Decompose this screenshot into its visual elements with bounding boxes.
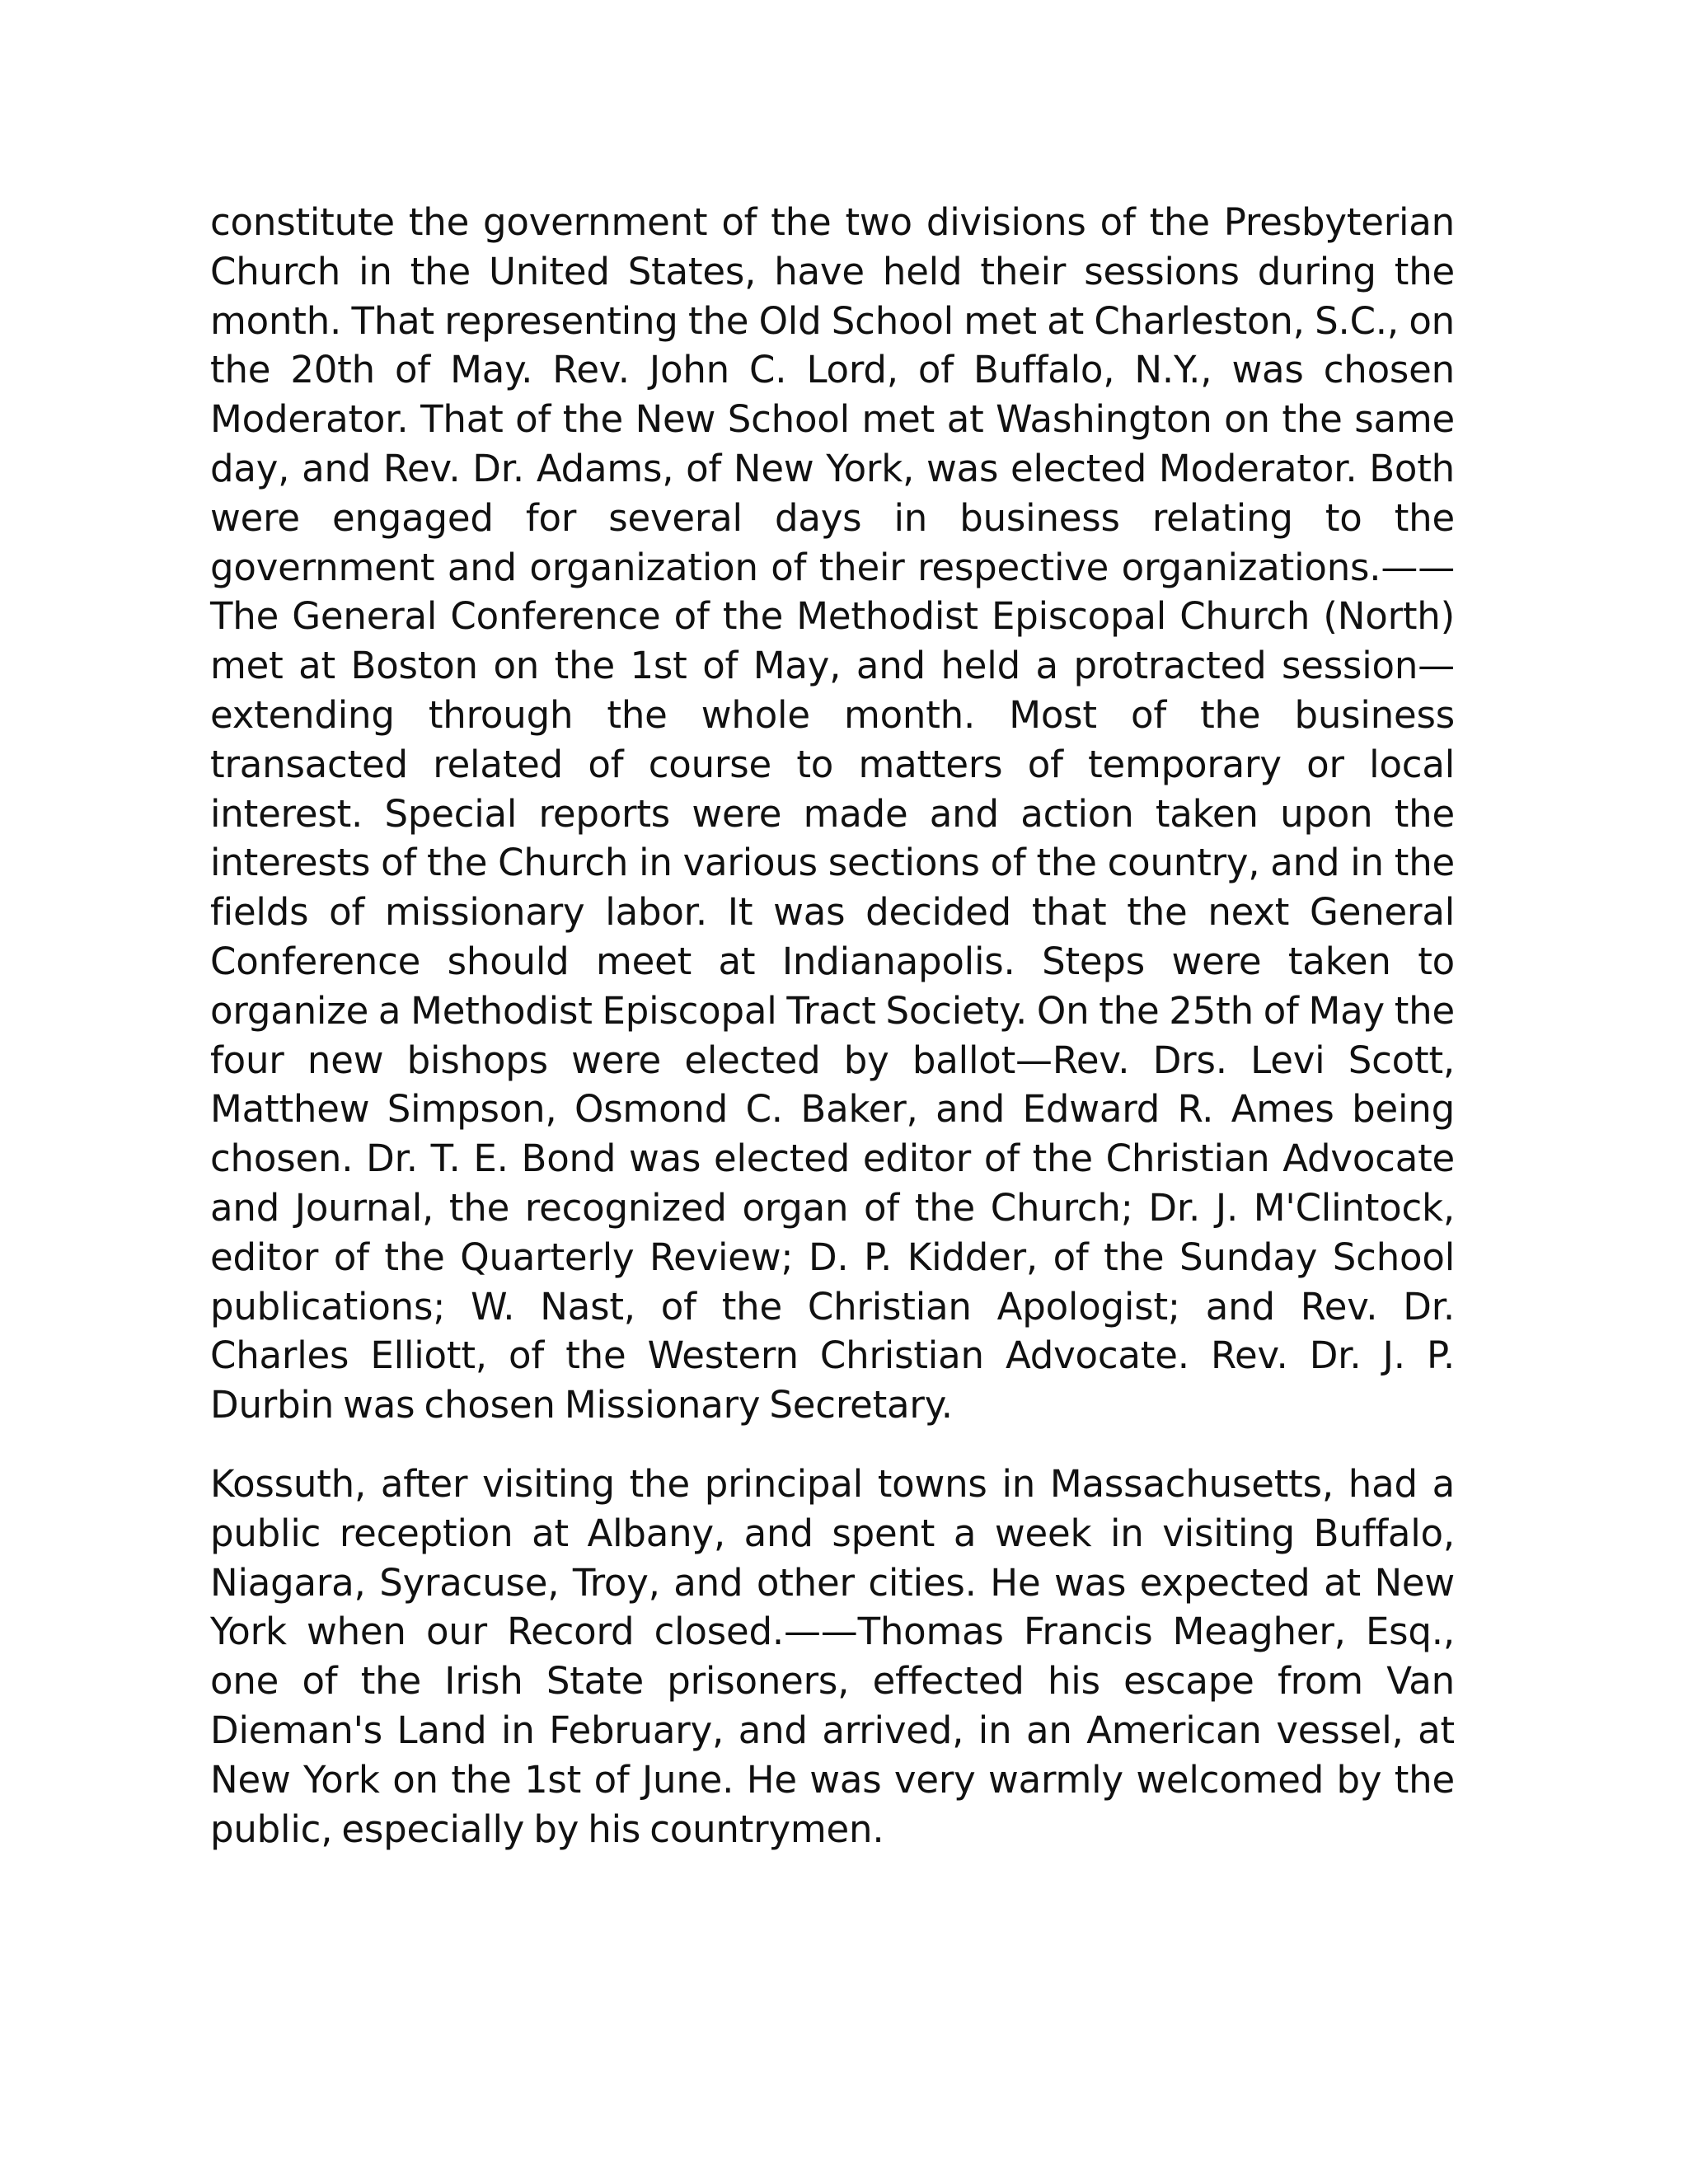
document-page (210, 198, 1455, 1854)
paragraph-kossuth-meagher: Kossuth, after visiting the principal towns in Massachusetts, had a public reception at Albany, and spent a week in visiting Buffalo, Niagara, Syracuse, Troy, and other cities. He was expected at New York when our Record closed.——Thomas Francis Meagher, Esq., one of the Irish State prisoners, effected his escape from Van Dieman's Land in February, and arrived, in an American vessel, at New York on the 1st of June. He was very warmly welcomed by the public, especially by his countrymen. (210, 1461, 1455, 1851)
paragraph-religious-conferences: constitute the government of the two divisions of the Presbyterian Church in the United States, have held their sessions during the month. That representing the Old School met at Charleston, S.C., on the 20th of May. Rev. John C. Lord, of Buffalo, N.Y., was chosen Moderator. That of the New School met at Washington on the same day, and Rev. Dr. Adams, of New York, was elected Moderator. Both were engaged for several days in business relating to the government and organization of their respective organizations.—— The General Conference of the Methodist Episcopal Church (North) met at Boston on the 1st of May, and held a protracted session—extending through the whole month. Most of the business transacted related of course to matters of temporary or local interest. Special reports were made and action taken upon the interests of the Church in various sections of the country, and in the fields of missionary labor. It was decided that the next General Conference should meet at Indianapolis. Steps were taken to organize a Methodist Episcopal Tract Society. On the 25th of May the four new bishops were elected by ballot—Rev. Drs. Levi Scott, Matthew Simpson, Osmond C. Baker, and Edward R. Ames being chosen. Dr. T. E. Bond was elected editor of the Christian Advocate and Journal, the recognized organ of the Church; Dr. J. M'Clintock, editor of the Quarterly Review; D. P. Kidder, of the Sunday School publications; W. Nast, of the Christian Apologist; and Rev. Dr. Charles Elliott, of the Western Christian Advocate. Rev. Dr. J. P. Durbin was chosen Missionary Secretary. (210, 200, 1455, 1427)
